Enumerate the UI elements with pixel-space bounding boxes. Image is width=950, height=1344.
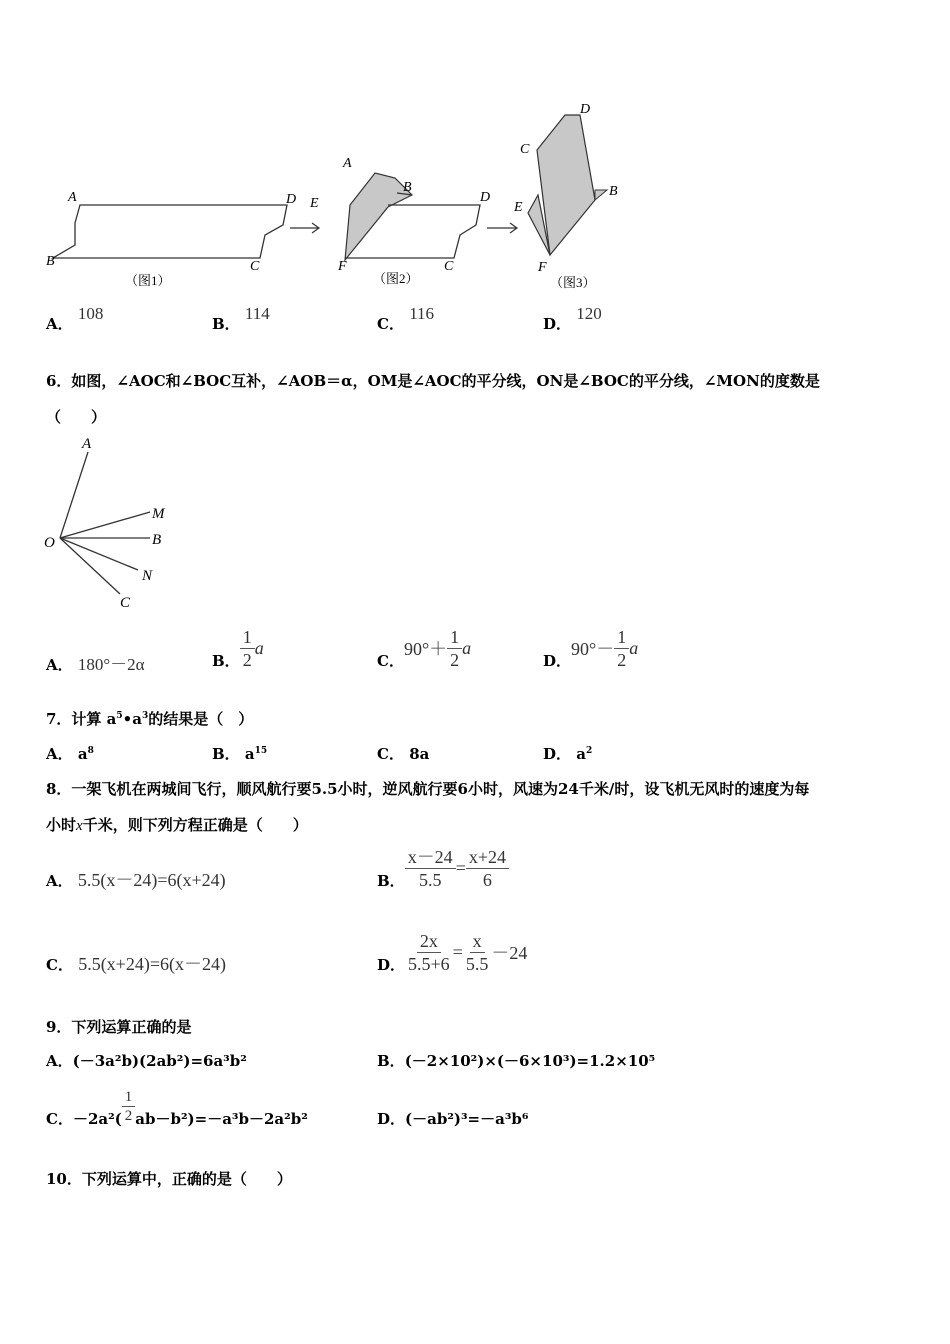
fig1-label-C: C [250, 259, 260, 274]
fig1-label-D: D [286, 192, 297, 207]
arrow-icon [290, 223, 319, 233]
option-var: a [254, 637, 264, 658]
option-letter: B． [377, 1052, 405, 1070]
q6-option-b [212, 625, 264, 671]
q6-label-C: C [120, 595, 131, 611]
fig2-caption: （图2） [373, 271, 419, 286]
q7-stem-pre: 7．计算 a [46, 710, 117, 728]
figure-folding [40, 95, 640, 300]
q9-option-b [377, 1050, 655, 1071]
fig2-label-E: E [310, 196, 319, 211]
option-letter: C． [46, 956, 73, 974]
fig2-label-C: C [444, 259, 454, 274]
fig3-label-E: E [514, 200, 523, 215]
q9-stem: 9．下列运算正确的是 [46, 1018, 192, 1036]
option-var: a [629, 637, 639, 658]
q7-option-b [212, 743, 267, 764]
equals-sign: = [452, 941, 463, 962]
fraction: $\frac{1}{2}$ [447, 626, 462, 671]
q5-option-a [46, 304, 104, 334]
q6-figure [40, 430, 190, 615]
q7-exp1: 5 [116, 711, 123, 721]
q7-option-a [46, 743, 94, 764]
fig1-caption: （图1） [125, 273, 171, 288]
q8-stem-line1: 8．一架飞机在两城间飞行，顺风航行要5.5小时，逆风航行要6小时，风速为24千米/时，设飞机无风时的速度为每 [46, 780, 810, 798]
q6-option-a [46, 650, 145, 675]
option-letter: A． [46, 656, 73, 674]
q10-stem: 10．下列运算中，正确的是（ ） [46, 1170, 292, 1188]
option-prefix: －2a²( [72, 1110, 122, 1128]
option-prefix: 90°＋ [403, 639, 448, 659]
q7-stem [46, 708, 253, 729]
fig2-label-B: B [403, 180, 412, 195]
fig2-label-F: F [338, 259, 347, 274]
option-letter: D． [377, 1110, 406, 1128]
option-tail: －24 [491, 943, 528, 963]
fig2-label-D: D [480, 190, 491, 205]
q8-option-a [46, 866, 226, 892]
q6-option-d [543, 625, 638, 671]
q7-option-d [543, 743, 592, 764]
q8-option-b [377, 845, 509, 891]
q9-option-c [46, 1084, 308, 1129]
option-letter: D． [543, 745, 572, 763]
option-value: 5.5(x+24)=6(x－24) [78, 954, 226, 974]
option-value: 108 [77, 304, 104, 323]
option-value: 116 [409, 304, 435, 323]
q8-option-c [46, 950, 226, 976]
equals-sign: = [455, 857, 466, 878]
fraction: $\frac{2x}{5.5+6}$ [408, 930, 450, 974]
q6-option-c [377, 625, 471, 671]
option-value: (－ab²)³=－a³b⁶ [405, 1110, 529, 1128]
fig3-caption: （图3） [550, 275, 596, 290]
option-exp: 8 [87, 746, 94, 756]
fig1 [53, 205, 287, 258]
fraction: $\frac{x-24}{5.5}$ [405, 846, 456, 891]
q8-option-d [377, 929, 527, 975]
fig3-label-F: F [538, 260, 547, 275]
option-letter: A． [46, 745, 73, 763]
option-letter: A． [46, 872, 73, 890]
option-value: 180°－2α [77, 655, 145, 674]
option-value: (－2×10²)×(－6×10³)=1.2×10⁵ [404, 1052, 656, 1070]
option-letter: C． [377, 315, 404, 333]
option-letter: A． [46, 1052, 73, 1070]
option-letter: B． [212, 745, 240, 763]
option-prefix: 90°－ [571, 639, 615, 659]
fig2-label-A: A [343, 156, 352, 171]
q8-line2-pre: 小时 [46, 816, 77, 834]
fig1-label-A: A [68, 190, 77, 205]
option-exp: 15 [254, 746, 268, 756]
option-value: (－3a²b)(2ab²)=6a³b² [72, 1052, 247, 1070]
fraction: $\frac{1}{2}$ [240, 626, 255, 671]
option-base: a [244, 745, 255, 763]
q7-option-c [377, 743, 429, 764]
fig3-label-C: C [520, 142, 530, 157]
fraction: $\frac{x}{5.5}$ [465, 930, 489, 974]
q8-var: x [76, 818, 83, 834]
fig1-label-B: B [46, 254, 55, 269]
option-var: a [462, 637, 472, 658]
fraction: $\frac{x+24}{6}$ [466, 846, 509, 891]
option-value: 5.5(x－24)=6(x+24) [77, 870, 226, 890]
option-base: 8a [409, 745, 430, 763]
q6-label-N: N [142, 568, 153, 584]
q6-label-A: A [82, 436, 92, 452]
q8-stem-line2 [46, 814, 308, 835]
q7-stem-mid: •a [122, 710, 142, 728]
option-letter: C． [46, 1110, 73, 1128]
option-letter: B． [377, 872, 405, 890]
option-value: 114 [244, 304, 270, 323]
q6-label-B: B [152, 532, 162, 548]
q5-option-b [212, 304, 270, 334]
q7-stem-post: 的结果是（ ） [148, 710, 254, 728]
option-letter: B． [212, 315, 240, 333]
q6-label-O: O [44, 535, 55, 551]
q5-option-d [543, 304, 602, 334]
option-letter: A． [46, 315, 73, 333]
option-letter: C． [377, 745, 404, 763]
option-letter: C． [377, 652, 404, 670]
option-letter: D． [543, 652, 572, 670]
option-letter: D． [377, 956, 406, 974]
option-base: a [576, 745, 586, 763]
option-exp: 2 [585, 746, 593, 756]
q6-stem-line2: （ ） [46, 408, 107, 426]
q9-option-a [46, 1050, 247, 1071]
fraction: $\frac{1}{2}$ [122, 1088, 136, 1125]
q7-exp2: 3 [141, 711, 149, 721]
fig3-label-B: B [609, 184, 618, 199]
option-base: a [77, 745, 88, 763]
q5-option-c [377, 304, 435, 334]
option-suffix: ab－b²)=－a³b－2a²b² [135, 1110, 308, 1128]
option-letter: B． [212, 652, 240, 670]
fraction: $\frac{1}{2}$ [614, 626, 629, 671]
q6-label-M: M [152, 506, 165, 522]
q9-option-d [377, 1108, 528, 1129]
option-value: 120 [576, 304, 602, 323]
arrow-icon [487, 223, 517, 233]
option-letter: D． [543, 315, 572, 333]
q6-stem-line1: 6．如图，∠AOC和∠BOC互补，∠AOB＝α，OM是∠AOC的平分线，ON是∠BOC的平分线，∠MON的度数是 [46, 372, 820, 390]
q8-line2-post: 千米，则下列方程正确是（ ） [82, 816, 308, 834]
fig3-label-D: D [580, 102, 591, 117]
